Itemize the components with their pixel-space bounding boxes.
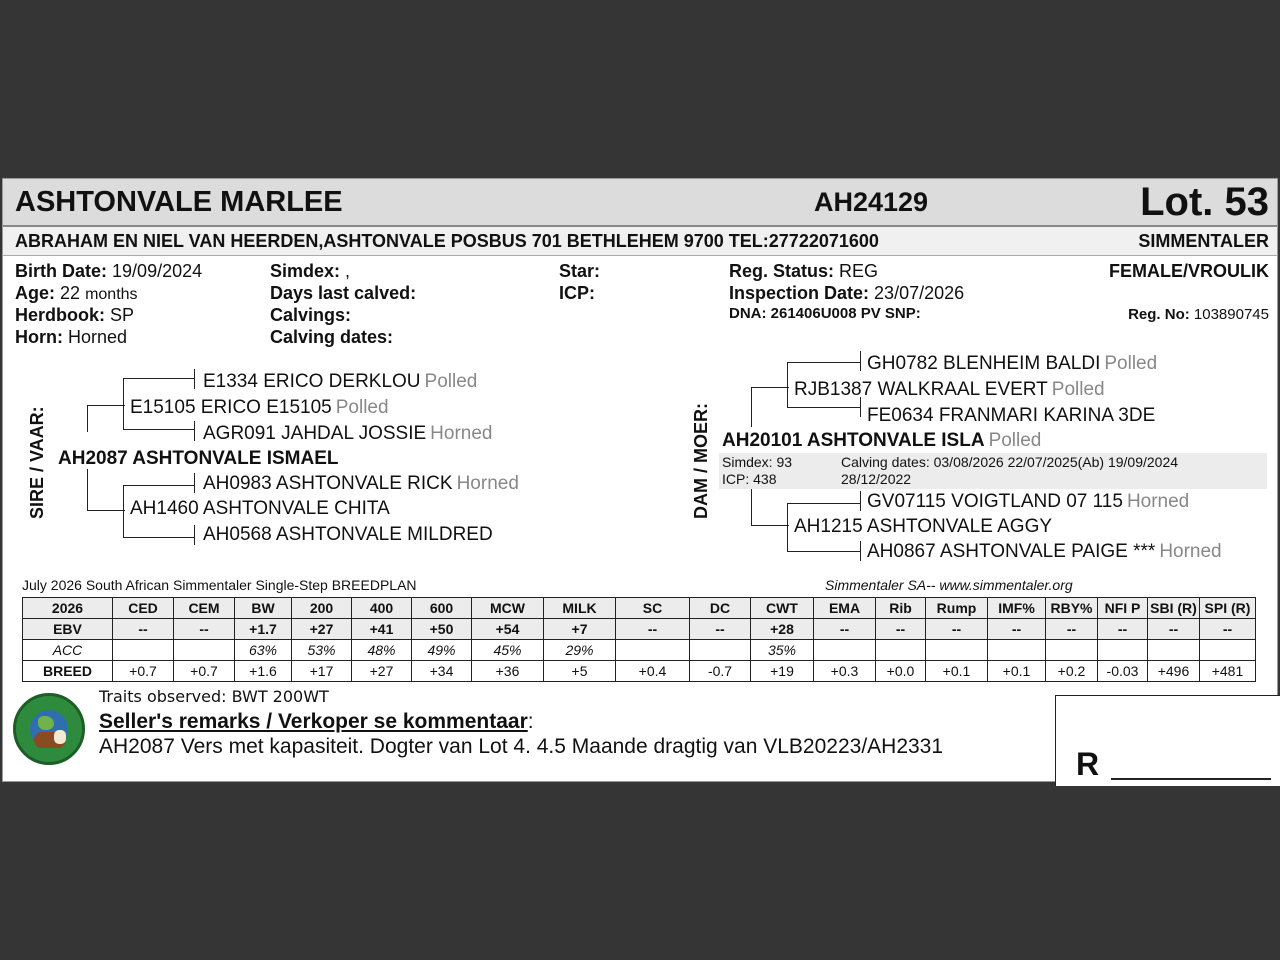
breed-avg-row-cell: +0.0 (876, 661, 926, 682)
ebv-header-row-cell: MILK (544, 598, 616, 619)
breed-avg-row-cell: +0.1 (926, 661, 988, 682)
breed-avg-row (23, 661, 1256, 682)
acc-row-cell (1046, 640, 1098, 661)
dam-dd: AH0867 ASHTONVALE PAIGE *** Horned (867, 541, 1222, 562)
animal-name: ASHTONVALE MARLEE (15, 186, 343, 218)
acc-row-cell (988, 640, 1046, 661)
ebv-row-cell: -- (876, 619, 926, 640)
acc-row-cell: ACC (23, 640, 113, 661)
dam-label: DAM / MOER: (691, 403, 711, 519)
ebv-header-row-cell: SPI (R) (1200, 598, 1256, 619)
ebv-row-cell: +50 (412, 619, 472, 640)
ebv-header-row-cell: MCW (472, 598, 544, 619)
acc-row-cell (174, 640, 235, 661)
ebv-header-row-cell: IMF% (988, 598, 1046, 619)
dna-snp: DNA: 261406U008 PV SNP: (729, 305, 921, 322)
breed-avg-row-cell: +17 (292, 661, 352, 682)
ebv-row-cell: +27 (292, 619, 352, 640)
ebv-row-cell: +7 (544, 619, 616, 640)
ebv-row (23, 619, 1256, 640)
ebv-header-row-cell: 200 (292, 598, 352, 619)
acc-row-cell: 49% (412, 640, 472, 661)
ebv-row-cell: -- (616, 619, 690, 640)
breed-avg-row-cell: -0.03 (1098, 661, 1148, 682)
breedplan-title: July 2026 South African Simmentaler Single-Step BREEDPLAN (22, 577, 417, 593)
breed-avg-row-cell: +5 (544, 661, 616, 682)
breed-avg-row-cell: +0.3 (814, 661, 876, 682)
dam-sire: RJB1387 WALKRAAL EVERT Polled (794, 379, 1105, 400)
ebv-header-row-cell: 600 (412, 598, 472, 619)
breed-avg-row-cell: +496 (1148, 661, 1200, 682)
acc-row-cell (690, 640, 751, 661)
dam-dam: AH1215 ASHTONVALE AGGY (794, 516, 1053, 537)
acc-row-cell: 45% (472, 640, 544, 661)
ebv-row-cell: EBV (23, 619, 113, 640)
acc-row-cell: 63% (235, 640, 292, 661)
lot-number: Lot. 53 (1140, 180, 1269, 224)
acc-row-cell (616, 640, 690, 661)
ebv-header-row-cell: CEM (174, 598, 235, 619)
ebv-row-cell: +54 (472, 619, 544, 640)
ebv-header-row-cell: Rump (926, 598, 988, 619)
owner-bar (3, 227, 1277, 256)
acc-row-cell: 48% (352, 640, 412, 661)
traits-observed: Traits observed: BWT 200WT (99, 687, 329, 706)
ebv-row-cell: -- (988, 619, 1046, 640)
breed-avg-row-cell: +481 (1200, 661, 1256, 682)
breed-avg-row-cell: -0.7 (690, 661, 751, 682)
dam-icp: ICP: 438 (722, 471, 777, 487)
ebv-header-row-cell: 400 (352, 598, 412, 619)
sex: FEMALE/VROULIK (1109, 261, 1269, 281)
price-line (1111, 778, 1271, 780)
ebv-row-cell: -- (926, 619, 988, 640)
dam-simdex: Simdex: 93 (722, 454, 793, 470)
dam-ds: GV07115 VOIGTLAND 07 115 Horned (867, 491, 1190, 512)
dam-sd: FE0634 FRANMARI KARINA 3DE (867, 405, 1156, 426)
remarks-heading: Seller's remarks / Verkoper se kommentaar: (99, 710, 534, 733)
ebv-row-cell: +28 (751, 619, 814, 640)
acc-row-cell (814, 640, 876, 661)
calvings: Calvings: (270, 305, 352, 325)
acc-row-cell (926, 640, 988, 661)
sire-ss: E1334 ERICO DERKLOU Polled (203, 371, 478, 392)
ebv-header-row-cell: CWT (751, 598, 814, 619)
star: Star: (559, 261, 601, 281)
horn-status: Horn: Horned (15, 327, 128, 347)
calving-dates: Calving dates: (270, 327, 394, 347)
breed-avg-row-cell: BREED (23, 661, 113, 682)
breed-avg-row-cell: +27 (352, 661, 412, 682)
ebv-row-cell: -- (1098, 619, 1148, 640)
ebv-row-cell: -- (174, 619, 235, 640)
ebv-row-cell: +1.7 (235, 619, 292, 640)
sire-name: AH2087 ASHTONVALE ISMAEL (58, 448, 339, 469)
ebv-header-row-cell: SBI (R) (1148, 598, 1200, 619)
dam-calving-dates-2: 28/12/2022 (841, 471, 912, 487)
acc-row (23, 640, 1256, 661)
inspection-date: Inspection Date: 23/07/2026 (729, 283, 965, 303)
breed-avg-row-cell: +0.1 (988, 661, 1046, 682)
breed-avg-row-cell: +0.7 (113, 661, 174, 682)
acc-row-cell (1098, 640, 1148, 661)
ebv-header-row-cell: 2026 (23, 598, 113, 619)
ebv-row-cell: -- (1046, 619, 1098, 640)
acc-row-cell: 35% (751, 640, 814, 661)
price-box (1055, 695, 1280, 786)
dam-calving-dates: Calving dates: 03/08/2026 22/07/2025(Ab) 19/09/2024 (841, 454, 1179, 470)
simmentaler-logo (13, 693, 85, 765)
sire-sd: AGR091 JAHDAL JOSSIE Horned (203, 423, 493, 444)
acc-row-cell: 29% (544, 640, 616, 661)
acc-row-cell (876, 640, 926, 661)
breed-avg-row-cell: +1.6 (235, 661, 292, 682)
ebv-header-row-cell: NFI P (1098, 598, 1148, 619)
reg-no: Reg. No: 103890745 (1128, 306, 1269, 323)
ebv-row-cell: -- (1148, 619, 1200, 640)
breed-avg-row-cell: +0.7 (174, 661, 235, 682)
website: Simmentaler SA-- www.simmentaler.org (825, 577, 1073, 593)
lot-card (2, 178, 1278, 782)
sire-label: SIRE / VAAR: (27, 406, 47, 519)
simdex: Simdex: , (270, 261, 351, 281)
dam-name: AH20101 ASHTONVALE ISLA Polled (722, 430, 1042, 451)
acc-row-cell (1200, 640, 1256, 661)
breed-name: SIMMENTALER (1138, 231, 1269, 251)
ebv-header-row-cell: DC (690, 598, 751, 619)
days-last-calved: Days last calved: (270, 283, 417, 303)
owner-details: ABRAHAM EN NIEL VAN HEERDEN,ASHTONVALE POSBUS 701 BETHLEHEM 9700 TEL:27722071600 (15, 231, 879, 251)
animal-id: AH24129 (814, 187, 929, 217)
sire-dam: AH1460 ASHTONVALE CHITA (130, 498, 390, 519)
ebv-row-cell: -- (690, 619, 751, 640)
breed-avg-row-cell: +0.2 (1046, 661, 1098, 682)
acc-row-cell (113, 640, 174, 661)
age: Age: 22 months (15, 283, 138, 303)
herdbook: Herdbook: SP (15, 305, 135, 325)
ebv-header-row-cell: EMA (814, 598, 876, 619)
sire-sire: E15105 ERICO E15105 Polled (130, 397, 389, 418)
ebv-row-cell: -- (1200, 619, 1256, 640)
ebv-header-row-cell: SC (616, 598, 690, 619)
ebv-header-row-cell: CED (113, 598, 174, 619)
ebv-row-cell: -- (814, 619, 876, 640)
remarks-text: AH2087 Vers met kapasiteit. Dogter van Lot 4. 4.5 Maande dragtig van VLB20223/AH2331 (99, 735, 944, 758)
ebv-header-row (23, 598, 1256, 619)
acc-row-cell (1148, 640, 1200, 661)
breed-avg-row-cell: +0.4 (616, 661, 690, 682)
icp: ICP: (559, 283, 595, 303)
reg-status: Reg. Status: REG (729, 261, 879, 281)
breed-avg-row-cell: +36 (472, 661, 544, 682)
breed-avg-row-cell: +34 (412, 661, 472, 682)
ebv-row-cell: +41 (352, 619, 412, 640)
ebv-header-row-cell: BW (235, 598, 292, 619)
ebv-row-cell: -- (113, 619, 174, 640)
sire-dd: AH0568 ASHTONVALE MILDRED (203, 524, 493, 545)
ebv-header-row-cell: RBY% (1046, 598, 1098, 619)
acc-row-cell: 53% (292, 640, 352, 661)
sire-ds: AH0983 ASHTONVALE RICK Horned (203, 473, 519, 494)
ebv-table (22, 597, 1256, 682)
dam-ss: GH0782 BLENHEIM BALDI Polled (867, 353, 1158, 374)
ebv-header-row-cell: Rib (876, 598, 926, 619)
price-currency: R (1076, 746, 1100, 782)
birth-date: Birth Date: 19/09/2024 (15, 261, 203, 281)
title-bar (3, 179, 1277, 227)
breed-avg-row-cell: +19 (751, 661, 814, 682)
